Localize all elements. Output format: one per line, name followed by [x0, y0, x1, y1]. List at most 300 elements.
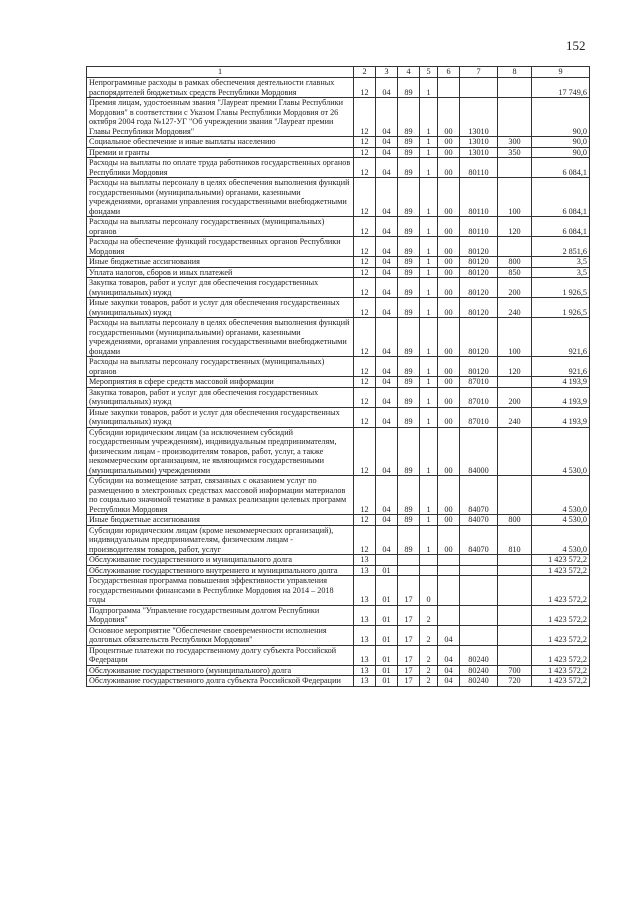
row-section: 13 [354, 576, 376, 606]
row-description: Государственная программа повышения эффективности управления государственными финансами в Республике Мордовия на 2014 – 2018 годы [87, 576, 354, 606]
row-expense-type [498, 377, 532, 388]
row-event: 04 [438, 625, 460, 645]
row-subsection: 04 [376, 237, 398, 257]
row-section: 12 [354, 427, 376, 476]
table-row [87, 267, 590, 278]
row-program: 89 [398, 147, 420, 158]
row-section: 12 [354, 407, 376, 427]
row-event: 04 [438, 645, 460, 665]
row-section: 12 [354, 278, 376, 298]
row-event [438, 565, 460, 576]
row-description: Расходы на выплаты персоналу государственных (муниципальных) органов [87, 217, 354, 237]
row-section: 12 [354, 267, 376, 278]
row-direction: 80120 [460, 237, 498, 257]
row-description: Субсидии на возмещение затрат, связанных с оказанием услуг по размещению в электронных средствах массовой информации материалов по социально значимой тематике в рамках реализации целевых программ Республики Мордовия [87, 476, 354, 515]
row-program: 89 [398, 318, 420, 357]
table-row [87, 98, 590, 137]
table-row [87, 676, 590, 687]
row-section: 13 [354, 555, 376, 566]
row-event: 00 [438, 98, 460, 137]
row-amount: 3,5 [532, 257, 590, 268]
row-direction: 13010 [460, 98, 498, 137]
table-row [87, 78, 590, 98]
row-event: 00 [438, 147, 460, 158]
row-subsection [376, 555, 398, 566]
row-amount: 1 423 572,2 [532, 565, 590, 576]
row-section: 12 [354, 318, 376, 357]
row-description: Обслуживание государственного долга субъекта Российской Федерации [87, 676, 354, 687]
row-section: 12 [354, 257, 376, 268]
table-row [87, 555, 590, 566]
row-subsection: 04 [376, 377, 398, 388]
row-event: 00 [438, 278, 460, 298]
table-row [87, 525, 590, 555]
row-section: 13 [354, 645, 376, 665]
row-program: 89 [398, 278, 420, 298]
row-event [438, 555, 460, 566]
row-amount: 4 193,9 [532, 407, 590, 427]
row-subprogram: 2 [420, 625, 438, 645]
table-row [87, 476, 590, 515]
row-amount: 6 084,1 [532, 178, 590, 217]
row-direction [460, 605, 498, 625]
row-program: 89 [398, 137, 420, 148]
row-description: Обслуживание государственного и муниципального долга [87, 555, 354, 566]
row-program: 17 [398, 605, 420, 625]
row-direction [460, 576, 498, 606]
row-subsection: 04 [376, 407, 398, 427]
row-direction: 84070 [460, 525, 498, 555]
row-event: 00 [438, 298, 460, 318]
row-expense-type: 800 [498, 257, 532, 268]
row-subprogram [420, 555, 438, 566]
row-expense-type [498, 427, 532, 476]
row-program: 17 [398, 625, 420, 645]
table-row [87, 645, 590, 665]
row-description: Закупка товаров, работ и услуг для обеспечения государственных (муниципальных) нужд [87, 278, 354, 298]
row-description: Расходы на выплаты персоналу в целях обеспечения выполнения функций государственными (муниципальными) органами, казенными учреждениями, органами управления государственными внебюджетными фондами [87, 178, 354, 217]
row-direction [460, 625, 498, 645]
row-program: 89 [398, 407, 420, 427]
table-row [87, 605, 590, 625]
row-direction: 84070 [460, 476, 498, 515]
row-event: 00 [438, 476, 460, 515]
row-subsection: 04 [376, 217, 398, 237]
row-expense-type [498, 158, 532, 178]
row-program: 89 [398, 217, 420, 237]
row-event [438, 78, 460, 98]
row-expense-type [498, 565, 532, 576]
row-program: 89 [398, 98, 420, 137]
budget-table [86, 66, 590, 687]
row-program: 89 [398, 427, 420, 476]
row-program: 89 [398, 267, 420, 278]
row-amount: 1 423 572,2 [532, 605, 590, 625]
row-subsection: 04 [376, 158, 398, 178]
row-subsection: 04 [376, 318, 398, 357]
row-direction: 80240 [460, 645, 498, 665]
row-event: 04 [438, 676, 460, 687]
row-subprogram: 1 [420, 298, 438, 318]
row-section: 12 [354, 158, 376, 178]
row-expense-type [498, 476, 532, 515]
row-section: 12 [354, 357, 376, 377]
row-amount: 90,0 [532, 98, 590, 137]
row-expense-type: 800 [498, 515, 532, 526]
column-header: 7 [460, 67, 498, 78]
row-subprogram: 1 [420, 137, 438, 148]
row-subprogram: 1 [420, 267, 438, 278]
table-row [87, 387, 590, 407]
header-row [87, 67, 590, 78]
row-section: 12 [354, 98, 376, 137]
row-description: Субсидии юридическим лицам (за исключением субсидий государственным учреждениям), индивидуальным предпринимателям, физическим лицам - производителям товаров, работ, услуг, а также некоммерческим организациям, не являющимся государственными (муниципальными) учреждениями [87, 427, 354, 476]
row-subprogram: 1 [420, 318, 438, 357]
table-row [87, 178, 590, 217]
row-section: 12 [354, 515, 376, 526]
row-subprogram: 1 [420, 78, 438, 98]
row-section: 12 [354, 137, 376, 148]
row-expense-type: 120 [498, 357, 532, 377]
row-program: 89 [398, 357, 420, 377]
row-subsection: 01 [376, 665, 398, 676]
row-subsection: 04 [376, 278, 398, 298]
row-program: 17 [398, 676, 420, 687]
row-direction: 80120 [460, 267, 498, 278]
row-direction: 84000 [460, 427, 498, 476]
row-subsection: 01 [376, 625, 398, 645]
row-amount: 1 423 572,2 [532, 555, 590, 566]
row-section: 12 [354, 298, 376, 318]
row-program: 89 [398, 515, 420, 526]
column-header: 4 [398, 67, 420, 78]
table-row [87, 298, 590, 318]
row-expense-type: 700 [498, 665, 532, 676]
table-row [87, 158, 590, 178]
table-row [87, 147, 590, 158]
row-amount: 921,6 [532, 357, 590, 377]
row-amount: 4 193,9 [532, 377, 590, 388]
row-subsection: 04 [376, 427, 398, 476]
row-event [438, 576, 460, 606]
row-subprogram: 2 [420, 665, 438, 676]
row-subprogram: 1 [420, 158, 438, 178]
table-row [87, 257, 590, 268]
row-program: 89 [398, 377, 420, 388]
row-event: 00 [438, 515, 460, 526]
row-direction: 80240 [460, 665, 498, 676]
column-header: 8 [498, 67, 532, 78]
row-description: Премия лицам, удостоенным звания "Лауреат премии Главы Республики Мордовия" в соответствии с Указом Главы Республики Мордовия от 26 октября 2004 года №127-УГ "Об учреждении звания "Лауреат премии Главы Республики Мордовия" [87, 98, 354, 137]
row-description: Подпрограмма "Управление государственным долгом Республики Мордовия" [87, 605, 354, 625]
row-amount: 4 530,0 [532, 515, 590, 526]
row-subprogram: 1 [420, 257, 438, 268]
row-subsection: 01 [376, 676, 398, 687]
row-subsection: 04 [376, 476, 398, 515]
row-event: 00 [438, 318, 460, 357]
table-row [87, 357, 590, 377]
row-expense-type [498, 605, 532, 625]
row-amount: 3,5 [532, 267, 590, 278]
row-subsection: 04 [376, 78, 398, 98]
row-program: 89 [398, 257, 420, 268]
table-row [87, 407, 590, 427]
table-row [87, 576, 590, 606]
row-program: 89 [398, 237, 420, 257]
row-subprogram: 1 [420, 427, 438, 476]
row-subsection: 01 [376, 565, 398, 576]
row-description: Закупка товаров, работ и услуг для обеспечения государственных (муниципальных) нужд [87, 387, 354, 407]
row-subsection: 04 [376, 137, 398, 148]
row-expense-type: 200 [498, 278, 532, 298]
row-description: Иные бюджетные ассигнования [87, 515, 354, 526]
row-description: Обслуживание государственного внутреннего и муниципального долга [87, 565, 354, 576]
row-subsection: 04 [376, 387, 398, 407]
row-section: 12 [354, 78, 376, 98]
row-event: 00 [438, 407, 460, 427]
row-section: 13 [354, 676, 376, 687]
row-program [398, 555, 420, 566]
row-description: Основное мероприятие "Обеспечение своевременности исполнения долговых обязательств Республики Мордовия" [87, 625, 354, 645]
row-description: Иные закупки товаров, работ и услуг для обеспечения государственных (муниципальных) нужд [87, 407, 354, 427]
row-event: 00 [438, 178, 460, 217]
row-program: 89 [398, 525, 420, 555]
row-amount: 1 926,5 [532, 298, 590, 318]
row-description: Расходы на выплаты по оплате труда работников государственных органов Республики Мордовия [87, 158, 354, 178]
row-amount: 17 749,6 [532, 78, 590, 98]
column-header: 1 [87, 67, 354, 78]
row-program: 89 [398, 158, 420, 178]
row-subprogram: 1 [420, 147, 438, 158]
row-subprogram: 1 [420, 387, 438, 407]
row-subprogram: 1 [420, 407, 438, 427]
row-section: 12 [354, 525, 376, 555]
row-subprogram: 1 [420, 525, 438, 555]
row-expense-type [498, 576, 532, 606]
table-row [87, 427, 590, 476]
row-expense-type [498, 98, 532, 137]
row-description: Уплата налогов, сборов и иных платежей [87, 267, 354, 278]
row-amount: 1 423 572,2 [532, 665, 590, 676]
row-direction: 80120 [460, 318, 498, 357]
table-row [87, 278, 590, 298]
table-row [87, 515, 590, 526]
row-expense-type: 100 [498, 178, 532, 217]
row-section: 13 [354, 565, 376, 576]
row-subsection: 04 [376, 357, 398, 377]
row-direction: 84070 [460, 515, 498, 526]
row-subprogram: 2 [420, 605, 438, 625]
row-program: 89 [398, 78, 420, 98]
row-direction: 87010 [460, 377, 498, 388]
row-event: 00 [438, 237, 460, 257]
row-subsection: 04 [376, 298, 398, 318]
row-direction [460, 555, 498, 566]
row-description: Иные бюджетные ассигнования [87, 257, 354, 268]
row-event: 00 [438, 387, 460, 407]
row-direction: 80120 [460, 257, 498, 268]
row-direction: 80110 [460, 158, 498, 178]
row-amount: 90,0 [532, 137, 590, 148]
row-section: 13 [354, 665, 376, 676]
row-description: Расходы на обеспечение функций государственных органов Республики Мордовия [87, 237, 354, 257]
row-description: Мероприятия в сфере средств массовой информации [87, 377, 354, 388]
row-description: Расходы на выплаты персоналу государственных (муниципальных) органов [87, 357, 354, 377]
row-subprogram: 0 [420, 576, 438, 606]
row-subprogram: 1 [420, 515, 438, 526]
row-program: 89 [398, 476, 420, 515]
row-amount: 90,0 [532, 147, 590, 158]
row-direction: 80110 [460, 178, 498, 217]
table-row [87, 565, 590, 576]
row-subprogram [420, 565, 438, 576]
row-direction: 80240 [460, 676, 498, 687]
table-row [87, 318, 590, 357]
row-subsection: 04 [376, 525, 398, 555]
row-subsection: 04 [376, 267, 398, 278]
row-subsection: 01 [376, 645, 398, 665]
row-expense-type: 100 [498, 318, 532, 357]
row-program: 17 [398, 576, 420, 606]
row-expense-type [498, 555, 532, 566]
row-event: 00 [438, 257, 460, 268]
row-section: 12 [354, 147, 376, 158]
row-section: 12 [354, 237, 376, 257]
row-description: Социальное обеспечение и иные выплаты населению [87, 137, 354, 148]
row-amount: 1 423 572,2 [532, 645, 590, 665]
row-subsection: 01 [376, 605, 398, 625]
row-subprogram: 1 [420, 98, 438, 137]
row-expense-type [498, 625, 532, 645]
row-expense-type: 240 [498, 407, 532, 427]
row-event: 00 [438, 357, 460, 377]
row-subsection: 04 [376, 98, 398, 137]
row-direction [460, 565, 498, 576]
row-expense-type: 200 [498, 387, 532, 407]
row-direction: 13010 [460, 147, 498, 158]
row-description: Премии и гранты [87, 147, 354, 158]
row-expense-type: 850 [498, 267, 532, 278]
row-subprogram: 2 [420, 676, 438, 687]
row-expense-type [498, 645, 532, 665]
row-description: Расходы на выплаты персоналу в целях обеспечения выполнения функций государственными (муниципальными) органами, казенными учреждениями, органами управления государственными внебюджетными фондами [87, 318, 354, 357]
row-subsection: 04 [376, 257, 398, 268]
row-program: 17 [398, 645, 420, 665]
row-event: 00 [438, 267, 460, 278]
column-header: 3 [376, 67, 398, 78]
row-subprogram: 1 [420, 278, 438, 298]
row-amount: 6 084,1 [532, 158, 590, 178]
row-description: Процентные платежи по государственному долгу субъекта Российской Федерации [87, 645, 354, 665]
row-direction: 13010 [460, 137, 498, 148]
row-section: 12 [354, 476, 376, 515]
row-program: 89 [398, 387, 420, 407]
row-program [398, 565, 420, 576]
row-amount: 4 530,0 [532, 427, 590, 476]
row-event: 04 [438, 665, 460, 676]
row-section: 12 [354, 377, 376, 388]
table-row [87, 625, 590, 645]
row-section: 12 [354, 217, 376, 237]
row-event: 00 [438, 217, 460, 237]
row-section: 12 [354, 178, 376, 217]
row-direction: 80110 [460, 217, 498, 237]
row-event: 00 [438, 377, 460, 388]
row-expense-type [498, 78, 532, 98]
row-amount: 1 423 572,2 [532, 576, 590, 606]
table-row [87, 137, 590, 148]
row-subsection: 04 [376, 178, 398, 217]
row-description: Субсидии юридическим лицам (кроме некоммерческих организаций), индивидуальным предпринимателям, физическим лицам - производителям товаров, работ, услуг [87, 525, 354, 555]
row-amount: 1 423 572,2 [532, 676, 590, 687]
row-description: Иные закупки товаров, работ и услуг для обеспечения государственных (муниципальных) нужд [87, 298, 354, 318]
row-program: 89 [398, 298, 420, 318]
row-subsection: 04 [376, 147, 398, 158]
table-row [87, 377, 590, 388]
table-row [87, 665, 590, 676]
row-direction: 80120 [460, 278, 498, 298]
row-direction: 80120 [460, 298, 498, 318]
row-expense-type: 240 [498, 298, 532, 318]
row-amount: 1 423 572,2 [532, 625, 590, 645]
column-header: 6 [438, 67, 460, 78]
row-subprogram: 1 [420, 237, 438, 257]
column-header: 2 [354, 67, 376, 78]
row-subsection: 04 [376, 515, 398, 526]
row-subsection: 01 [376, 576, 398, 606]
row-section: 13 [354, 625, 376, 645]
row-subprogram: 2 [420, 645, 438, 665]
row-direction: 87010 [460, 407, 498, 427]
row-expense-type: 300 [498, 137, 532, 148]
row-expense-type: 350 [498, 147, 532, 158]
row-direction [460, 78, 498, 98]
row-expense-type: 720 [498, 676, 532, 687]
row-subprogram: 1 [420, 217, 438, 237]
row-amount: 1 926,5 [532, 278, 590, 298]
row-description: Непрограммные расходы в рамках обеспечения деятельности главных распорядителей бюджетных средств Республики Мордовия [87, 78, 354, 98]
row-section: 13 [354, 605, 376, 625]
row-expense-type: 810 [498, 525, 532, 555]
row-amount: 6 084,1 [532, 217, 590, 237]
row-amount: 4 193,9 [532, 387, 590, 407]
row-amount: 2 851,6 [532, 237, 590, 257]
row-event: 00 [438, 158, 460, 178]
row-event: 00 [438, 525, 460, 555]
row-subprogram: 1 [420, 178, 438, 217]
row-subprogram: 1 [420, 357, 438, 377]
column-header: 9 [532, 67, 590, 78]
row-direction: 87010 [460, 387, 498, 407]
row-event [438, 605, 460, 625]
row-section: 12 [354, 387, 376, 407]
row-subprogram: 1 [420, 476, 438, 515]
row-event: 00 [438, 137, 460, 148]
row-direction: 80120 [460, 357, 498, 377]
row-description: Обслуживание государственного (муниципального) долга [87, 665, 354, 676]
row-amount: 4 530,0 [532, 476, 590, 515]
row-subprogram: 1 [420, 377, 438, 388]
page-number: 152 [566, 38, 586, 53]
row-amount: 4 530,0 [532, 525, 590, 555]
table-row [87, 217, 590, 237]
row-expense-type: 120 [498, 217, 532, 237]
row-expense-type [498, 237, 532, 257]
row-program: 89 [398, 178, 420, 217]
column-header: 5 [420, 67, 438, 78]
row-amount: 921,6 [532, 318, 590, 357]
row-event: 00 [438, 427, 460, 476]
